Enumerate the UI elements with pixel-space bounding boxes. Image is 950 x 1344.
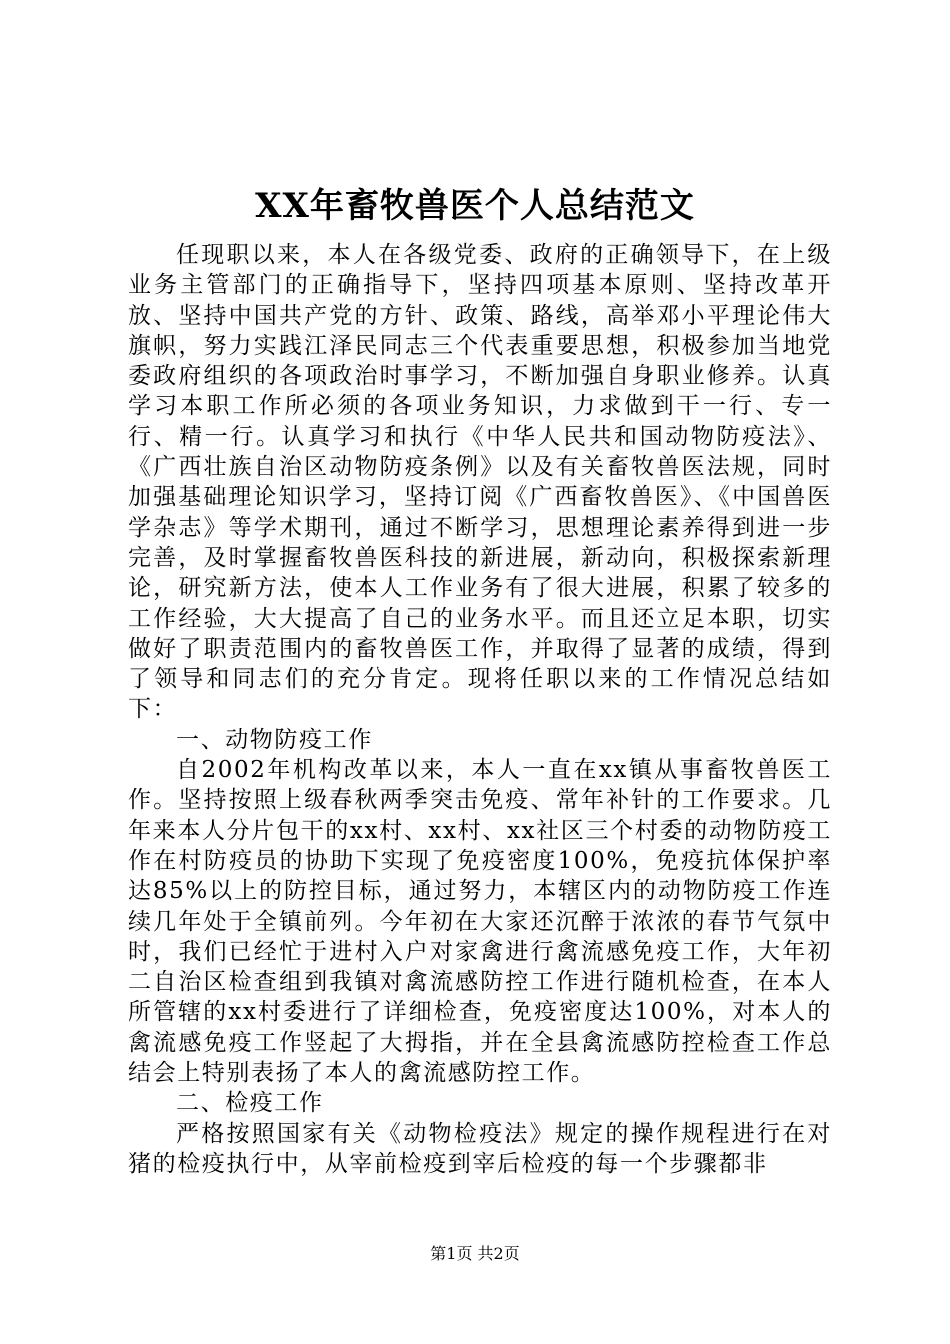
document-body [128, 240, 832, 1179]
document-title: XX年畜牧兽医个人总结范文 [255, 186, 695, 226]
section-heading-quarantine: 二、检疫工作 [176, 1090, 324, 1117]
intro-paragraph: 任现职以来，本人在各级党委、政府的正确领导下，在上级业务主管部门的正确指导下，坚持四项基本原则、坚持改革开放、坚持中国共产党的方针、政策、路线，高举邓小平理论伟大旗帜，努力实践江泽民同志三个代表重要思想，积极参加当地党委政府组织的各项政治时事学习，不断加强自身职业修养。认真学习本职工作所必须的各项业务知识，力求做到干一行、专一行、精一行。认真学习和执行《中华人民共和国动物防疫法》、《广西壮族自治区动物防疫条例》以及有关畜牧兽医法规，同时加强基础理论知识学习，坚持订阅《广西畜牧兽医》、《中国兽医学杂志》等学术期刊，通过不断学习，思想理论素养得到进一步完善，及时掌握畜牧兽医科技的新进展，新动向，积极探索新理论，研究新方法，使本人工作业务有了很大进展，积累了较多的工作经验，大大提高了自己的业务水平。而且还立足本职，切实做好了职责范围内的畜牧兽医工作，并取得了显著的成绩，得到了领导和同志们的充分肯定。现将任职以来的工作情况总结如下： [128, 242, 832, 723]
section-heading-animal-epidemic-prevention: 一、动物防疫工作 [176, 726, 373, 753]
section-paragraph-animal-epidemic-prevention: 自2002年机构改革以来，本人一直在xx镇从事畜牧兽医工作。坚持按照上级春秋两季突击免疫、常年补针的工作要求。几年来本人分片包干的xx村、xx村、xx社区三个村委的动物防疫工作在村防疫员的协助下实现了免疫密度100%，免疫抗体保护率达85%以上的防控目标，通过努力，本辖区内的动物防疫工作连续几年处于全镇前列。今年初在大家还沉醉于浓浓的春节气氛中时，我们已经忙于进村入户对家禽进行禽流感免疫工作，大年初二自治区检查组到我镇对禽流感防控工作进行随机检查，在本人所管辖的xx村委进行了详细检查，免疫密度达100%，对本人的禽流感免疫工作竖起了大拇指，并在全县禽流感防控检查工作总结会上特别表扬了本人的禽流感防控工作。 [128, 757, 832, 1087]
page-number-footer: 第1页 共2页 [430, 1244, 520, 1263]
section-paragraph-quarantine: 严格按照国家有关《动物检疫法》规定的操作规程进行在对猪的检疫执行中，从宰前检疫到宰后检疫的每一个步骤都非 [128, 1120, 832, 1177]
